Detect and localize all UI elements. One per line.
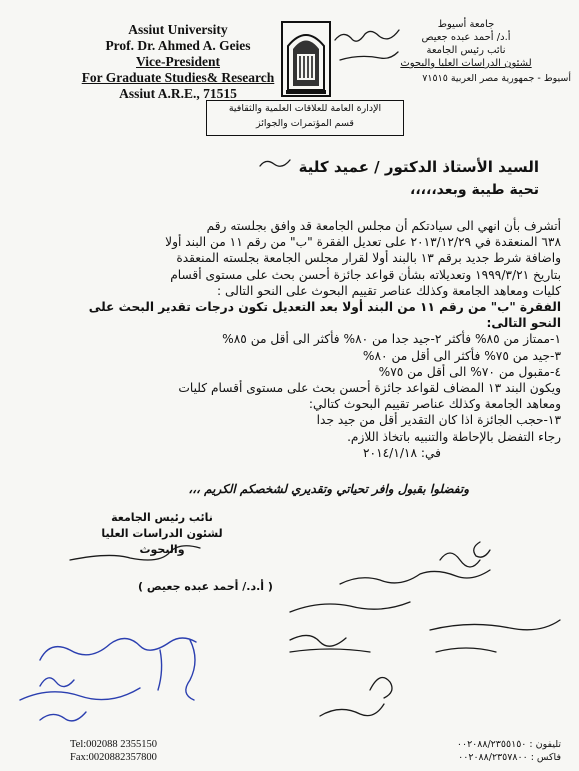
department-name: الإدارة العامة للعلاقات العلمية والثقافية (228, 103, 382, 114)
letter-date: في: ٢٠١٤/١/١٨ (362, 445, 441, 460)
official-portfolio-ar: لشئون الدراسات العليا والبحوث (400, 58, 532, 69)
signature-portfolio: لشئون الدراسات العليا والبحوث (101, 527, 223, 556)
signature-block (82, 510, 242, 558)
signature-name: ( أ.د./ أحمد عبده جعيص ) (138, 580, 273, 593)
official-name-en: Prof. Dr. Ahmed A. Geies (105, 38, 251, 53)
university-logo (280, 20, 332, 98)
address-en: Assiut A.R.E., 71515 (119, 86, 237, 101)
addressee: السيد الأستاذ الدكتور / عميد كلية (298, 158, 539, 176)
official-portfolio-en: For Graduate Studies& Research (81, 70, 275, 85)
body-line: رجاء التفضل بالإحاطة والتنبيه باتخاذ اللازم. (347, 429, 561, 444)
official-title-en: Vice-President (136, 54, 220, 69)
body-line: النحو التالى: (486, 316, 561, 331)
address-ar: أسيوط - جمهورية مصر العربية ٧١٥١٥ (422, 73, 571, 84)
university-name-ar: جامعة أسيوط (437, 19, 495, 30)
closing-line: وتفضلوا بقبول وافر تحياتي وتقديري لشخصكم الكريم ،،، (188, 482, 469, 496)
grade-line: ٤-مقبول من ٧٠% الى أقل من ٧٥% (378, 364, 561, 379)
header-arabic (361, 18, 571, 85)
official-title-ar: نائب رئيس الجامعة (426, 45, 506, 56)
body-line: الفقرة "ب" من رقم ١١ من البند أولا بعد التعديل تكون درجات تقدير البحث على (88, 300, 561, 315)
signature-title: نائب رئيس الجامعة (111, 511, 213, 524)
body-line: ١٣-حجب الجائزة اذا كان التقدير أقل من جيد جدا (316, 413, 561, 428)
footer-phone-en: Tel:002088 2355150 (70, 739, 158, 750)
body-line: واضافة شرط جديد برقم ١٣ بالبند أولا لقرار مجلس الجامعة بجلسته المنعقدة (176, 251, 561, 266)
official-name-ar: أ.د/ أحمد عبده جعيص (421, 32, 511, 43)
department-box (206, 100, 404, 136)
body-line: بتاريخ ١٩٩٩/٣/٢١ وتعديلاته بشأن قواعد جائزة أحسن بحث على مستوى أقسام (170, 267, 561, 282)
header-english (78, 22, 278, 102)
university-name-en: Assiut University (128, 22, 228, 37)
body-line: ويكون البند ١٣ المضاف لقواعد جائزة أحسن بحث على مستوى أقسام كليات (178, 381, 561, 396)
salutation: تحية طيبة وبعد،،،،، (410, 182, 539, 198)
grade-line: ١-ممتاز من ٨٥% فأكثر ٢-جيد جدا من ٨٠% فأكثر الى أقل من ٨٥% (222, 332, 561, 347)
footer-phone-ar: تليفون : ٠٠٢٠٨٨/٢٣٥٥١٥٠ (456, 739, 561, 750)
body-line: ٦٣٨ المنعقدة في ٢٠١٣/١٢/٢٩ على تعديل الفقرة "ب" من رقم ١١ من البند أولا (165, 235, 561, 250)
footer-fax-en: Fax:0020882357800 (70, 752, 157, 763)
section-name: قسم المؤتمرات والجوائز (256, 118, 354, 129)
letter-body (21, 218, 561, 461)
body-line: كليات ومعاهد الجامعة وكذلك عناصر تقييم البحوث على النحو التالى : (216, 283, 561, 298)
footer-fax-ar: فاكس : ٠٠٢٠٨٨/٢٣٥٧٨٠٠ (458, 752, 561, 763)
body-line: ومعاهد الجامعة وكذلك عناصر تقييم البحوث كتالي: (308, 397, 561, 412)
footer-contact-en (70, 738, 157, 764)
grade-line: ٣-جيد من ٧٥% فأكثر الى أقل من ٨٠% (362, 348, 561, 363)
body-line: أتشرف بأن انهي الى سيادتكم أن مجلس الجامعة قد وافق بجلسته رقم (206, 219, 561, 233)
footer-contact-ar (457, 738, 561, 764)
